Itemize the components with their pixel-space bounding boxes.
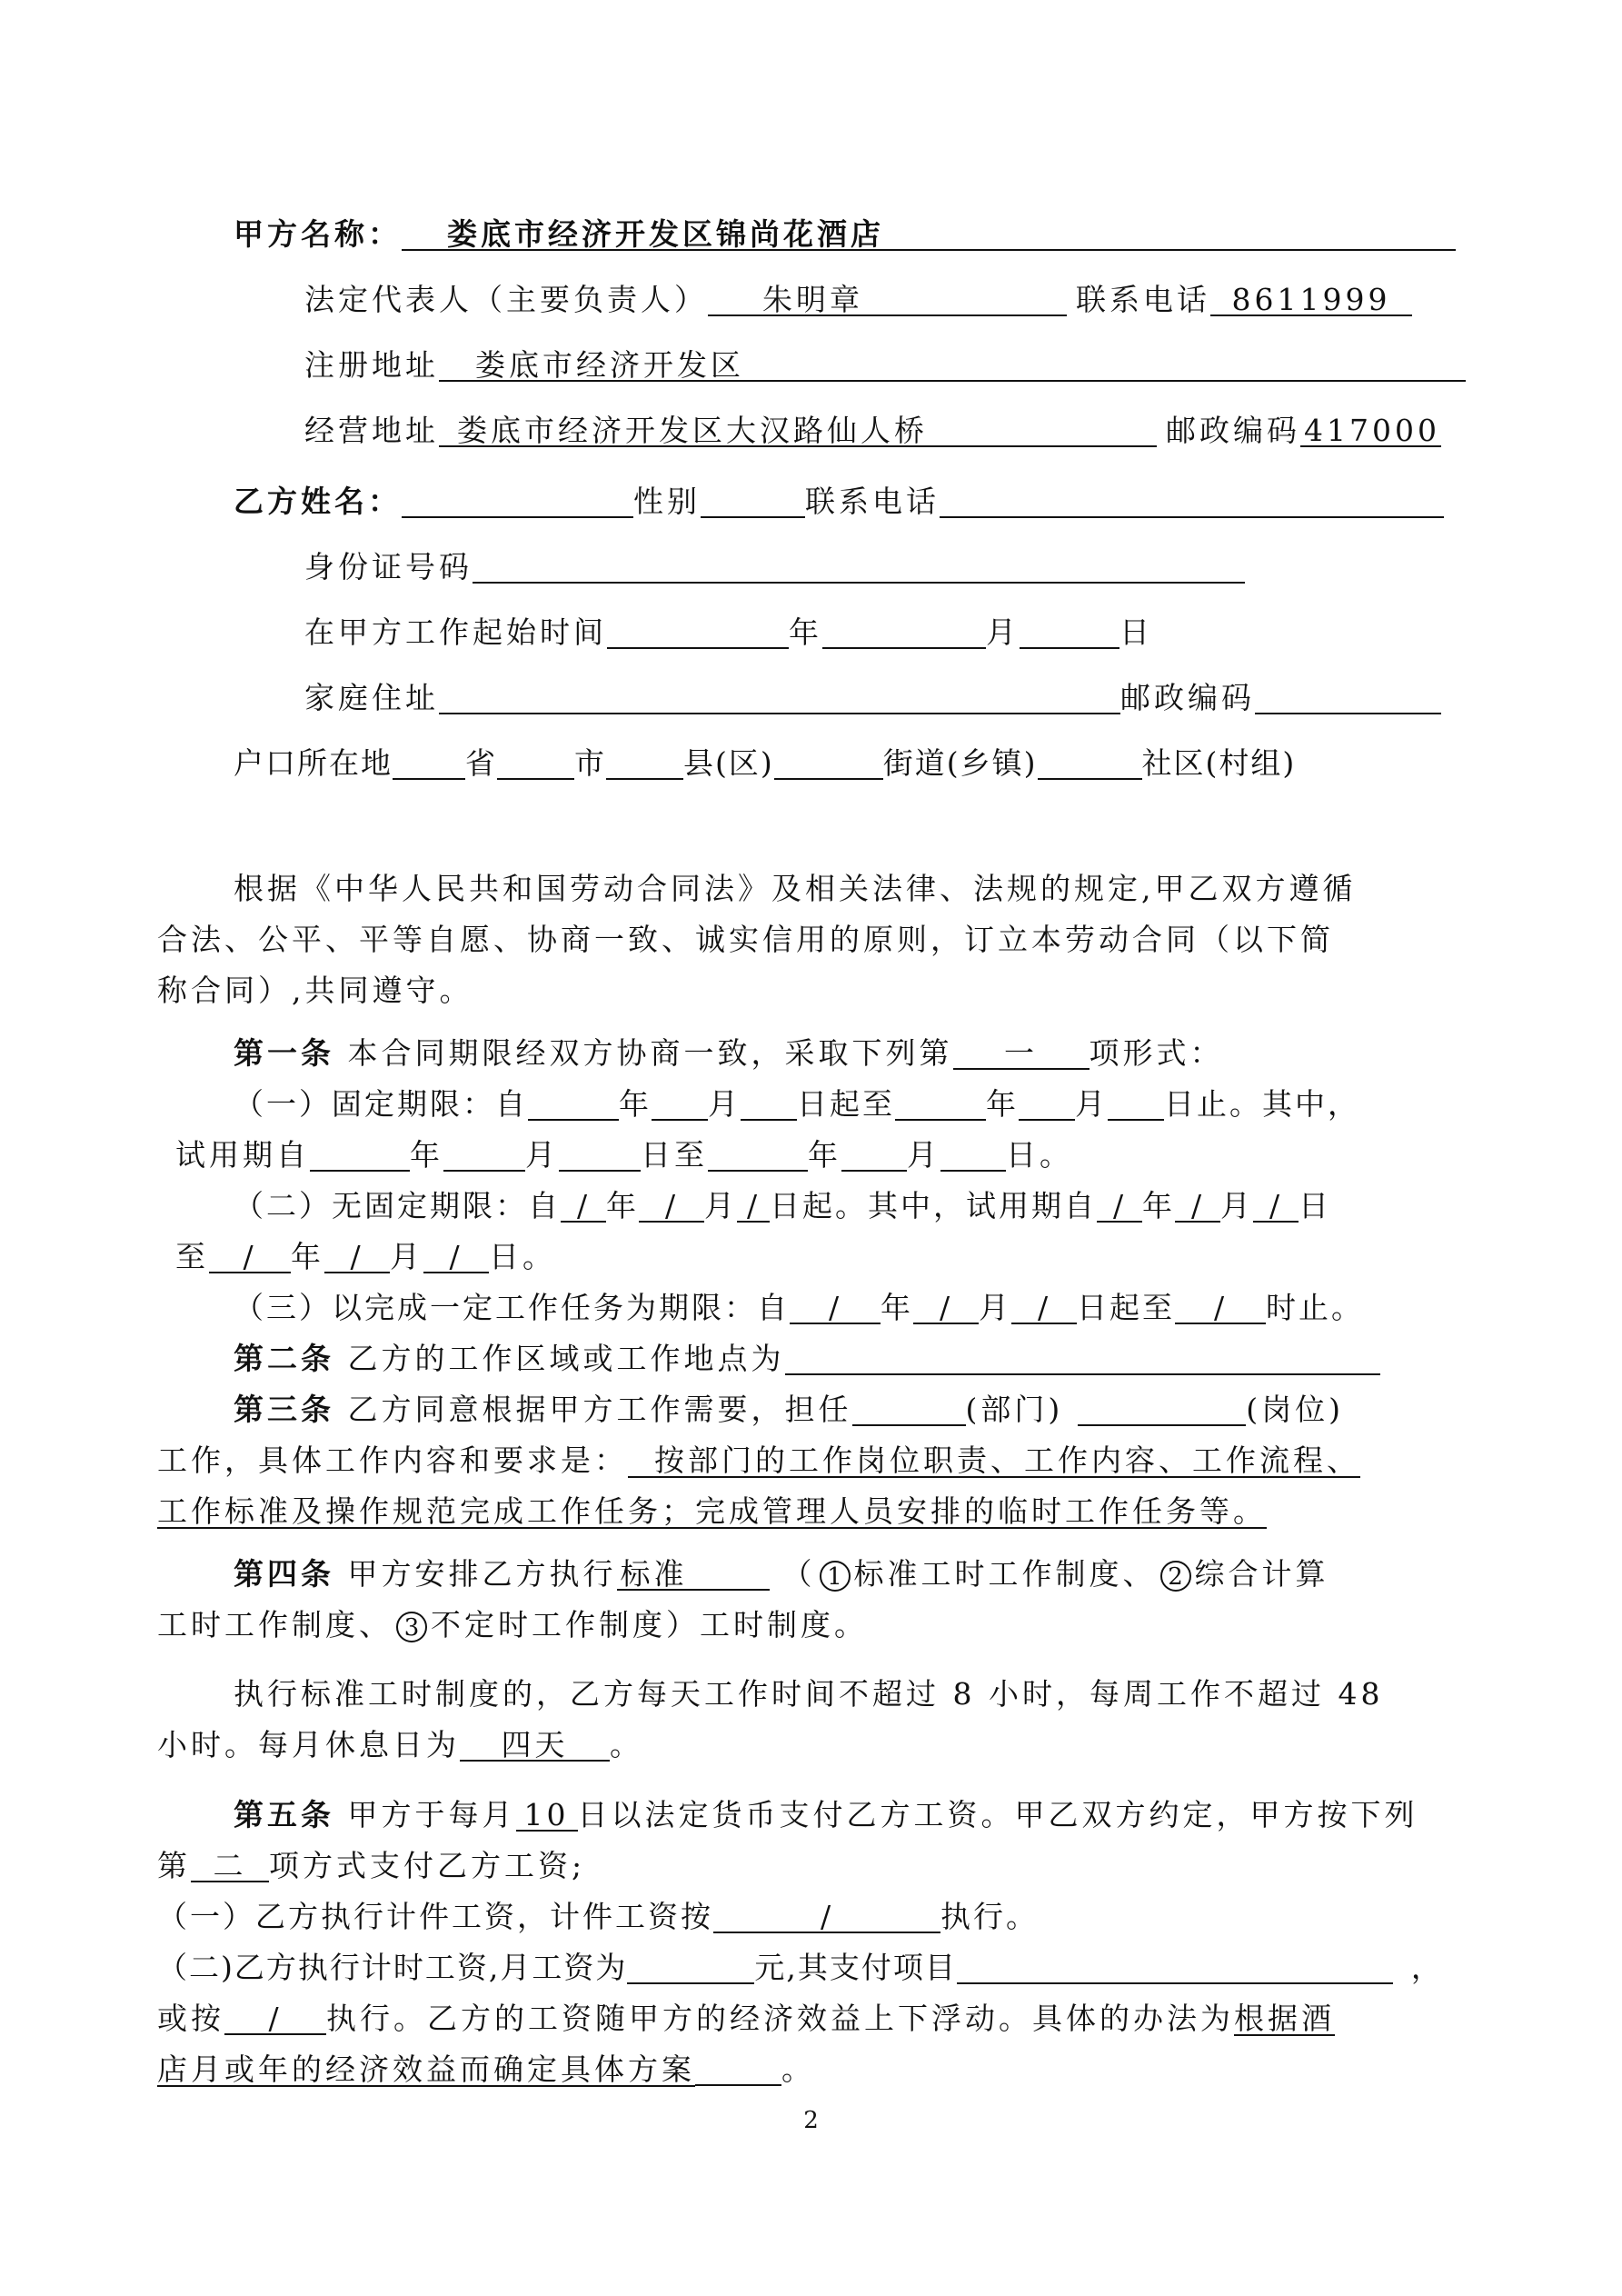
start-month-field: [822, 613, 986, 649]
y-label: 年: [1142, 1188, 1175, 1223]
art4-line-1: [234, 1554, 1329, 1594]
art5-title: 第五条: [234, 1797, 334, 1832]
m-label: 月: [525, 1137, 559, 1173]
preamble-line-1: 根据《中华人民共和国劳动合同法》及相关法律、法规的规定,甲乙双方遵循: [234, 871, 1357, 906]
province-field: [393, 744, 465, 780]
community-field: [1038, 744, 1142, 780]
slash: /: [820, 1899, 834, 1934]
community-label: 社区(村组): [1141, 745, 1297, 781]
gender-label: 性别: [633, 484, 701, 519]
y-label: 年: [881, 1290, 913, 1325]
art4-line-4: [157, 1725, 643, 1765]
task-year: [790, 1288, 881, 1324]
party-b-label: 乙方姓名：: [234, 484, 402, 519]
art1-text: 本合同期限经双方协商一致，采取下列第: [347, 1035, 953, 1071]
pay-method-choice: 二: [213, 1848, 247, 1883]
art3-line-3: [157, 1492, 1267, 1532]
m-label: 月: [390, 1239, 423, 1274]
reg-addr-row: [304, 345, 1466, 385]
method-end: 。: [781, 2051, 815, 2087]
art2-title: 第二条: [234, 1341, 334, 1376]
y-label: 年: [606, 1188, 639, 1223]
reg-addr-field: [439, 345, 1466, 382]
trial-to-year: [708, 1135, 808, 1172]
open-month: [639, 1186, 704, 1223]
method-1: 根据酒: [1234, 2001, 1335, 2036]
task-from-label: 日起至: [1077, 1290, 1175, 1325]
art4-line-3: 执行标准工时制度的，乙方每天工作时间不超过 8 小时，每周工作不超过 48: [234, 1676, 1384, 1712]
day-to-label: 日至: [641, 1137, 708, 1173]
art5-time-line: [157, 1948, 1443, 1988]
art3-content-1: [628, 1442, 1360, 1478]
art3-content-1-text: 按部门的工作岗位职责、工作内容、工作流程、: [653, 1442, 1360, 1478]
method-tail-field: [695, 2050, 781, 2086]
trial-to-day: [940, 1135, 1006, 1172]
d-label: 日: [1299, 1188, 1331, 1223]
task-end-label: 时止。: [1266, 1290, 1364, 1325]
biz-addr-field: [439, 411, 1157, 447]
dept-field: [852, 1390, 966, 1426]
m-label: 月: [1075, 1086, 1108, 1122]
home-field: [439, 678, 1120, 714]
open-trial-to-day: [423, 1237, 489, 1273]
art5-text-a: 甲方于每月: [347, 1797, 516, 1832]
pay-items-field: [957, 1948, 1393, 1984]
m-label: 月: [907, 1137, 940, 1173]
day-from-label: 日起至: [797, 1086, 895, 1122]
fixed-to-day: [1108, 1084, 1164, 1121]
circle-2: 2: [1160, 1561, 1191, 1592]
opt1: 标准工时工作制度、: [853, 1556, 1157, 1592]
rep-value: 朱明章: [762, 282, 863, 317]
rest-field: [460, 1725, 610, 1762]
art5-or-line: [157, 1999, 1335, 2039]
open-year: [561, 1186, 606, 1223]
party-a-phone-field: [1210, 280, 1412, 316]
art4-value-field: [617, 1554, 770, 1591]
open-trial-to-year: [209, 1237, 291, 1273]
art1-open-line: [234, 1186, 1331, 1226]
fixed-to-month: [1019, 1084, 1075, 1121]
time-label-b: 元,其支付项目: [754, 1950, 957, 1985]
pay-day: 10: [523, 1797, 570, 1832]
art2-line: [234, 1339, 1380, 1379]
slash: /: [1269, 1188, 1283, 1223]
start-label: 在甲方工作起始时间: [304, 614, 607, 650]
party-a-rep-row: [304, 280, 1412, 320]
open-trial-year: [1097, 1186, 1142, 1223]
hukou-label: 户口所在地: [234, 745, 393, 781]
art5-piece-line: [157, 1897, 1039, 1937]
day-dot-label: 日。: [489, 1239, 556, 1274]
party-a-name: 娄底市经济开发区锦尚花酒店: [447, 216, 884, 252]
fixed-from-year: [528, 1084, 619, 1121]
circle-1: 1: [820, 1561, 851, 1592]
id-field: [473, 547, 1245, 584]
biz-addr-row: [304, 411, 1441, 451]
province-label: 省: [465, 745, 497, 781]
open-trial-day: [1253, 1186, 1299, 1223]
slash: /: [350, 1239, 364, 1274]
art1-choice-field: [953, 1033, 1090, 1070]
slash: /: [939, 1290, 953, 1325]
biz-addr-label: 经营地址: [304, 413, 439, 448]
open-from-label: 日起。其中，试用期自: [770, 1188, 1097, 1223]
party-a-zip-label: 邮政编码: [1166, 413, 1300, 448]
start-date-row: [304, 613, 1153, 653]
piece-end: 执行。: [940, 1899, 1039, 1934]
party-a-name-row: [234, 215, 1456, 255]
slash: /: [664, 1188, 679, 1223]
party-b-phone-label: 联系电话: [805, 484, 940, 519]
art4-text: 甲方安排乙方执行: [347, 1556, 617, 1592]
opt3: 不定时工作制度）工时制度。: [431, 1607, 868, 1642]
art5-method-line: [157, 2050, 815, 2090]
art5-l2-a: 第: [157, 1848, 191, 1883]
m-label: 月: [979, 1290, 1011, 1325]
county-field: [606, 744, 683, 780]
month-label: 月: [986, 614, 1020, 650]
art5-l2-b: 项方式支付乙方工资;: [269, 1848, 586, 1883]
county-label: 县(区): [683, 745, 774, 781]
party-a-phone-value: 8611999: [1231, 282, 1391, 317]
slash: /: [1037, 1290, 1051, 1325]
trial-from-month: [443, 1135, 525, 1172]
rest-end: 。: [610, 1727, 643, 1762]
street-label: 街道(乡镇): [882, 745, 1038, 781]
party-b-zip-label: 邮政编码: [1120, 680, 1255, 715]
task-label: （三）以完成一定工作任务为期限：自: [234, 1290, 790, 1325]
city-field: [497, 744, 574, 780]
slash: /: [449, 1239, 463, 1274]
slash: /: [243, 1239, 257, 1274]
party-a-zip-value: 417000: [1304, 413, 1440, 448]
m-label: 月: [708, 1086, 741, 1122]
y-label: 年: [291, 1239, 324, 1274]
to-label: 至: [175, 1239, 209, 1274]
art1-choice: 一: [1004, 1035, 1038, 1071]
city-label: 市: [574, 745, 606, 781]
opt2: 综合计算: [1194, 1556, 1329, 1592]
rep-field: [708, 280, 1067, 316]
open-label: （二）无固定期限：自: [234, 1188, 561, 1223]
task-end: [1175, 1288, 1266, 1324]
pay-day-field: [516, 1795, 578, 1832]
biz-addr-value: 娄底市经济开发区大汉路仙人桥: [457, 413, 928, 448]
y-label: 年: [808, 1137, 841, 1173]
art1-fixed-line: [234, 1084, 1360, 1124]
party-b-name-row: [234, 482, 1444, 522]
rep-label: 法定代表人（主要负责人）: [304, 282, 708, 317]
circle-3: 3: [396, 1612, 427, 1642]
id-label: 身份证号码: [304, 549, 473, 584]
piece-field: [713, 1897, 940, 1933]
party-a-zip-field: [1300, 411, 1441, 447]
art5-line-2: [157, 1846, 585, 1886]
time-label: （二)乙方执行计时工资,月工资为: [157, 1950, 628, 1985]
trial-label: 试用期自: [175, 1137, 310, 1173]
party-b-zip-field: [1255, 678, 1441, 714]
preamble-line-2: 合法、公平、平等自愿、协商一致、诚实信用的原则，订立本劳动合同（以下简: [157, 922, 1334, 957]
slash: /: [828, 1290, 842, 1325]
paren: （: [781, 1556, 816, 1592]
opt2-cont: 工时工作制度、: [157, 1607, 393, 1642]
post-label: (岗位): [1246, 1392, 1344, 1427]
y-label: 年: [986, 1086, 1019, 1122]
reg-addr-label: 注册地址: [304, 347, 439, 383]
art3-content-2: 工作标准及操作规范完成工作任务；完成管理人员安排的临时工作任务等。: [157, 1493, 1267, 1529]
slash: /: [268, 2001, 283, 2036]
method-2: 店月或年的经济效益而确定具体方案: [157, 2051, 695, 2087]
art3-text: 乙方同意根据甲方工作需要，担任: [347, 1392, 852, 1427]
slash: /: [746, 1188, 761, 1223]
rest-label: 小时。每月休息日为: [157, 1727, 460, 1762]
art1-suffix: 项形式：: [1089, 1035, 1224, 1071]
m-label: 月: [704, 1188, 737, 1223]
open-trial-to-month: [324, 1237, 390, 1273]
trial-to-month: [841, 1135, 907, 1172]
art1-task-line: [234, 1288, 1364, 1328]
party-b-name-field: [402, 482, 633, 518]
art5-text-b: 日以法定货币支付乙方工资。甲乙双方约定，甲方按下列: [577, 1797, 1418, 1832]
art4-value: 标准: [620, 1556, 688, 1592]
slash: /: [1190, 1188, 1205, 1223]
task-day: [1011, 1288, 1077, 1324]
y-label: 年: [410, 1137, 443, 1173]
start-day-field: [1020, 613, 1119, 649]
preamble-line-3: 称合同）,共同遵守。: [157, 973, 473, 1008]
party-a-name-field: [402, 215, 1456, 251]
art2-text: 乙方的工作区域或工作地点为: [347, 1341, 785, 1376]
day-dot-label: 日。: [1006, 1137, 1073, 1173]
comma: ，: [1410, 1950, 1443, 1985]
street-field: [774, 744, 883, 780]
art1-title: 第一条: [234, 1035, 334, 1071]
reg-addr-value: 娄底市经济开发区: [475, 347, 744, 383]
hukou-row: [234, 744, 1296, 784]
fixed-to-year: [895, 1084, 986, 1121]
art3-line-2: [157, 1441, 1360, 1481]
art1-open-line-2: [175, 1237, 556, 1277]
page-number: 2: [803, 2107, 819, 2134]
slash: /: [1213, 1290, 1228, 1325]
id-row: [304, 547, 1245, 587]
dept-label: (部门): [965, 1392, 1064, 1427]
art1-trial-line: [175, 1135, 1073, 1175]
trial-from-year: [310, 1135, 410, 1172]
party-a-phone-label: 联系电话: [1076, 282, 1210, 317]
gender-field: [701, 482, 805, 518]
piece-label: （一）乙方执行计件工资，计件工资按: [157, 1899, 713, 1934]
fixed-label: （一）固定期限：自: [234, 1086, 528, 1122]
art3-prefix: 工作，具体工作内容和要求是：: [157, 1442, 628, 1478]
art1-line-1: [234, 1033, 1224, 1073]
art4-line-2: [157, 1605, 868, 1645]
open-day: [737, 1186, 770, 1223]
m-label: 月: [1220, 1188, 1253, 1223]
start-year-field: [607, 613, 789, 649]
pay-method-field: [191, 1846, 269, 1882]
task-month: [913, 1288, 979, 1324]
y-label: 年: [619, 1086, 652, 1122]
home-label: 家庭住址: [304, 680, 439, 715]
art4-title: 第四条: [234, 1556, 334, 1592]
monthly-wage-field: [627, 1948, 754, 1984]
rest-value: 四天: [501, 1727, 569, 1762]
or-label: 或按: [157, 2001, 224, 2036]
trial-from-day: [559, 1135, 641, 1172]
art3-title: 第三条: [234, 1392, 334, 1427]
open-trial-month: [1175, 1186, 1220, 1223]
party-a-label: 甲方名称：: [234, 216, 402, 252]
day-label: 日: [1119, 614, 1153, 650]
day-end-label: 日止。其中，: [1164, 1086, 1360, 1122]
party-b-phone-field: [940, 482, 1444, 518]
slash: /: [576, 1188, 591, 1223]
work-place-field: [785, 1339, 1380, 1375]
post-field: [1078, 1390, 1246, 1426]
home-row: [304, 678, 1441, 718]
art3-line-1: [234, 1390, 1344, 1430]
art5-line-1: [234, 1795, 1418, 1835]
fixed-from-day: [741, 1084, 797, 1121]
fixed-from-month: [652, 1084, 708, 1121]
slash: /: [1112, 1188, 1127, 1223]
or-text: 执行。乙方的工资随甲方的经济效益上下浮动。具体的办法为: [326, 2001, 1234, 2036]
year-label: 年: [789, 614, 822, 650]
or-field: [224, 1999, 326, 2035]
